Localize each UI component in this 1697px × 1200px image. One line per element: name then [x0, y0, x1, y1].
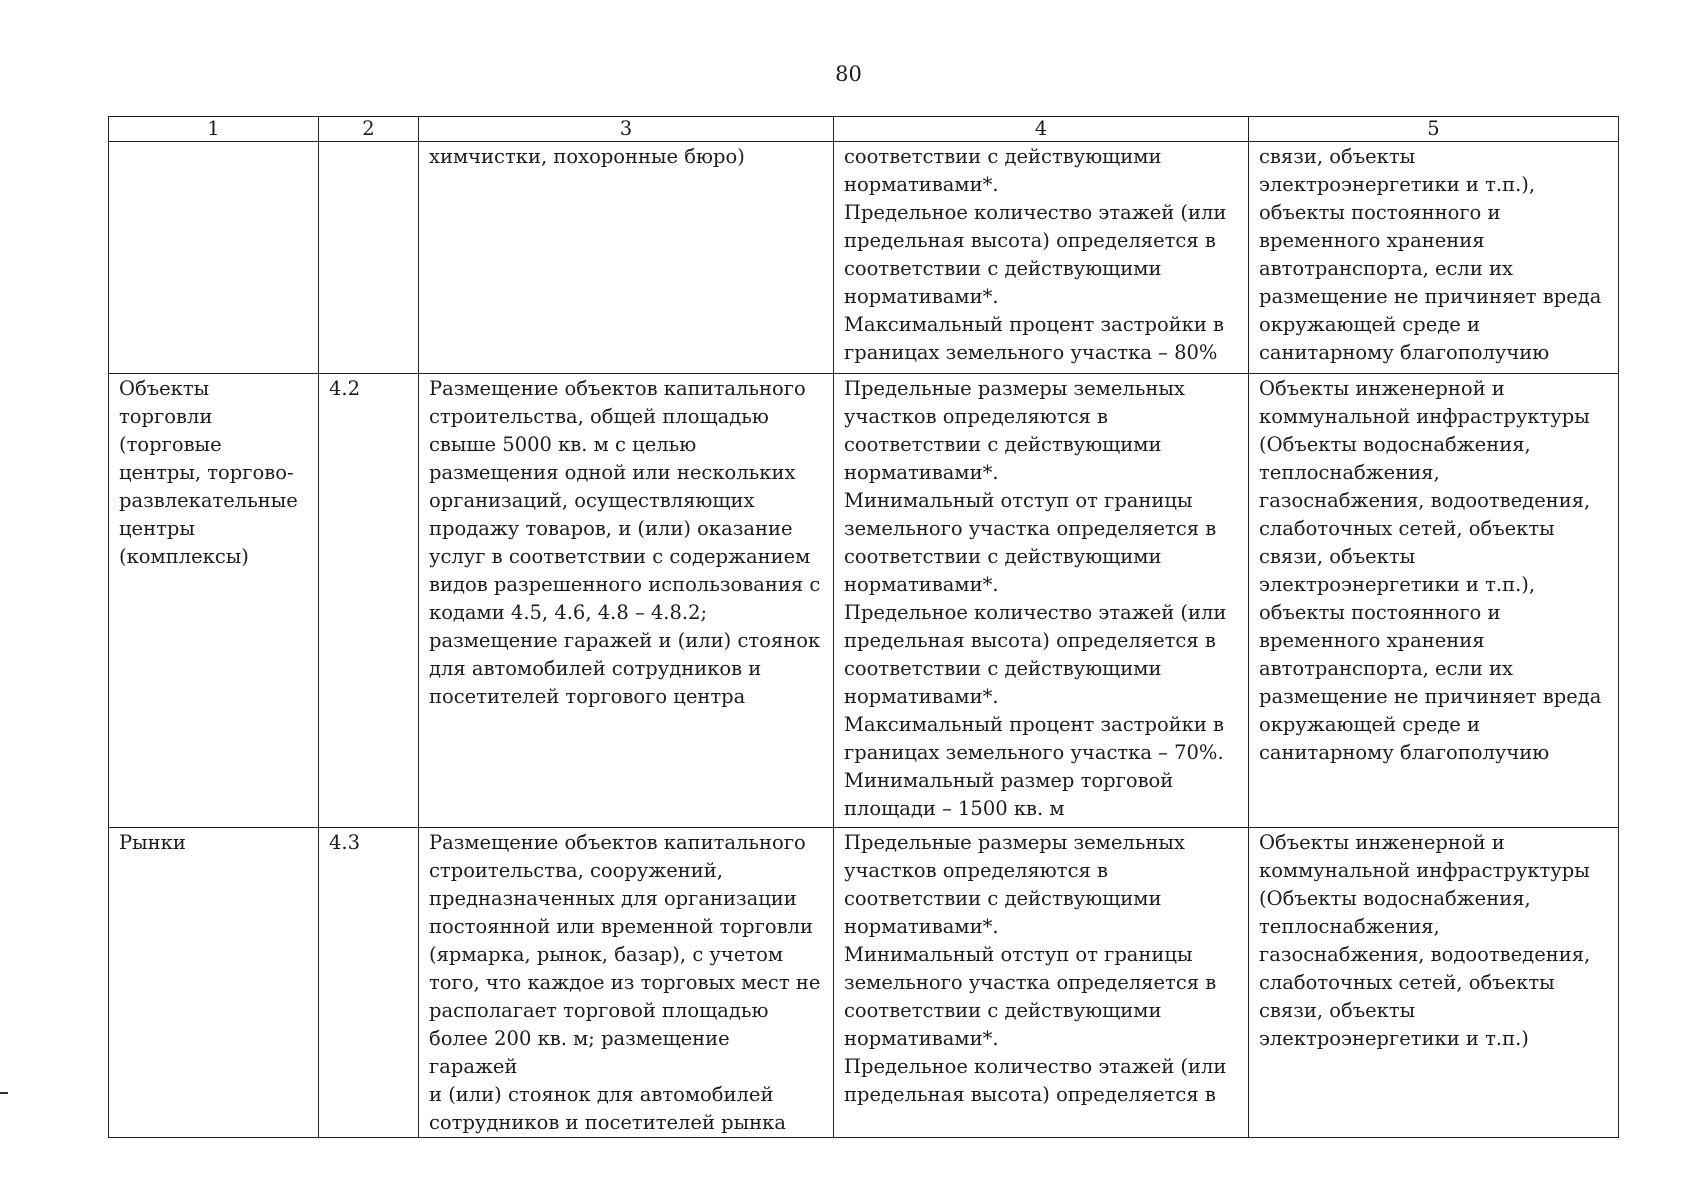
- cell-description: химчистки, похоронные бюро): [419, 142, 834, 374]
- column-header-5: 5: [1249, 117, 1619, 142]
- column-header-4: 4: [834, 117, 1249, 142]
- cell-auxiliary-uses: Объекты инженерной и коммунальной инфраструктуры (Объекты водоснабжения, теплоснабжения, газоснабжения, водоотведения, слаботочных сетей, объекты связи, объекты электроэнергетики и т.п.): [1249, 828, 1619, 1138]
- table-row: [109, 142, 1619, 374]
- cell-parameters: Предельные размеры земельных участков определяются в соответствии с действующими нормативами*. Минимальный отступ от границы земельного участка определяется в соответствии с действующими нормативами*. Предельное количество этажей (или предельная высота) определяется в: [834, 828, 1249, 1138]
- cell-use-type: Объекты торговли (торговые центры, торгово- развлекательные центры (комплексы): [109, 374, 319, 828]
- table-row: [109, 828, 1619, 1138]
- column-header-3: 3: [419, 117, 834, 142]
- land-use-table: [108, 116, 1619, 1138]
- page-number: 80: [835, 62, 862, 86]
- cell-description: Размещение объектов капитального строительства, общей площадью свыше 5000 кв. м с целью размещения одной или нескольких организаций, осуществляющих продажу товаров, и (или) оказание услуг в соответствии с содержанием видов разрешенного использования с кодами 4.5, 4.6, 4.8 – 4.8.2; размещение гаражей и (или) стоянок для автомобилей сотрудников и посетителей торгового центра: [419, 374, 834, 828]
- cell-parameters: соответствии с действующими нормативами*. Предельное количество этажей (или предельная высота) определяется в соответствии с действующими нормативами*. Максимальный процент застройки в границах земельного участка – 80%: [834, 142, 1249, 374]
- cell-use-type: Рынки: [109, 828, 319, 1138]
- cell-parameters: Предельные размеры земельных участков определяются в соответствии с действующими нормативами*. Минимальный отступ от границы земельного участка определяется в соответствии с действующими нормативами*. Предельное количество этажей (или предельная высота) определяется в соответствии с действующими нормативами*. Максимальный процент застройки в границах земельного участка – 70%. Минимальный размер торговой площади – 1500 кв. м: [834, 374, 1249, 828]
- cell-use-type: [109, 142, 319, 374]
- cell-description: Размещение объектов капитального строительства, сооружений, предназначенных для организации постоянной или временной торговли (ярмарка, рынок, базар), с учетом того, что каждое из торговых мест не располагает торговой площадью более 200 кв. м; размещение гаражей и (или) стоянок для автомобилей сотрудников и посетителей рынка: [419, 828, 834, 1138]
- cell-code: 4.3: [319, 828, 419, 1138]
- cell-auxiliary-uses: связи, объекты электроэнергетики и т.п.), объекты постоянного и временного хранения автотранспорта, если их размещение не причиняет вреда окружающей среде и санитарному благополучию: [1249, 142, 1619, 374]
- cell-code: 4.2: [319, 374, 419, 828]
- table-row: [109, 374, 1619, 828]
- table-header-row: [109, 117, 1619, 142]
- cell-code: [319, 142, 419, 374]
- cell-auxiliary-uses: Объекты инженерной и коммунальной инфраструктуры (Объекты водоснабжения, теплоснабжения, газоснабжения, водоотведения, слаботочных сетей, объекты связи, объекты электроэнергетики и т.п.), объекты постоянного и временного хранения автотранспорта, если их размещение не причиняет вреда окружающей среде и санитарному благополучию: [1249, 374, 1619, 828]
- scan-margin-mark: [0, 1092, 8, 1094]
- column-header-2: 2: [319, 117, 419, 142]
- column-header-1: 1: [109, 117, 319, 142]
